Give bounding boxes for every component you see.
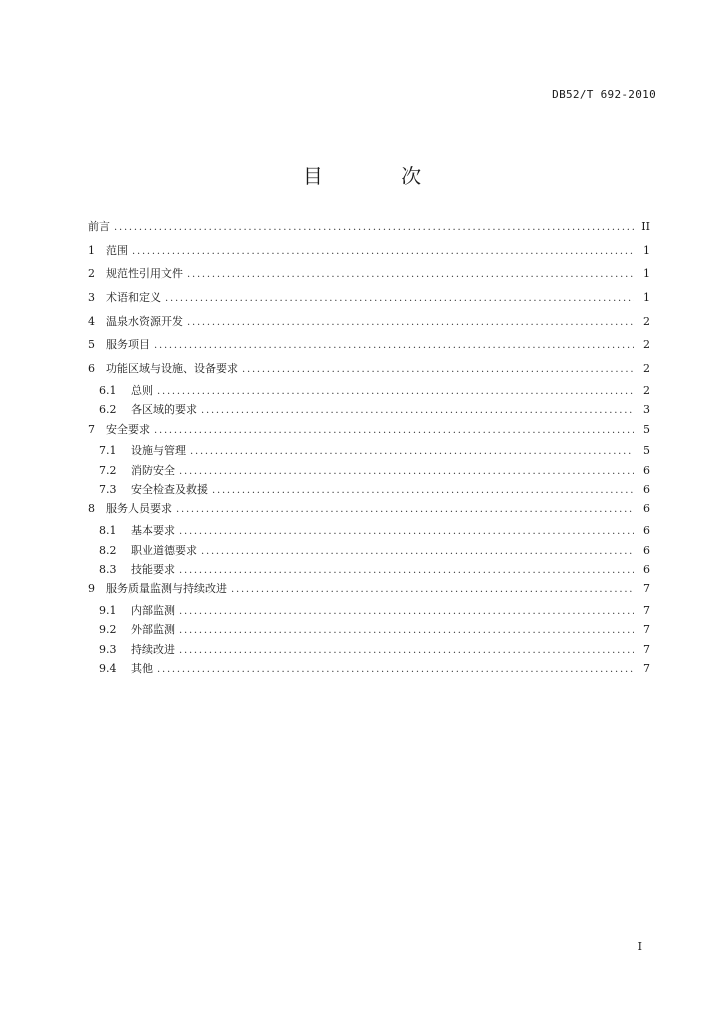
toc-entry-label: 技能要求 (131, 562, 175, 576)
toc-entry-page: 2 (643, 314, 650, 328)
toc-entry-page: 7 (643, 604, 650, 617)
toc-entry-page: 2 (643, 338, 650, 352)
toc-entry-number: 8.3 (99, 562, 117, 576)
toc-dot-leader (157, 664, 634, 675)
toc-entry-page: 7 (643, 662, 650, 676)
toc-entry[interactable] (88, 481, 650, 500)
toc-entry-number: 8.2 (99, 543, 117, 557)
toc-dot-leader (179, 645, 634, 656)
toc-entry-page: 1 (643, 243, 650, 257)
toc-entry[interactable] (88, 602, 650, 621)
toc-entry-number: 1 (88, 243, 95, 257)
toc-entry-number: 9.1 (99, 604, 117, 617)
toc-entry-label: 术语和定义 (106, 291, 161, 305)
toc-entry[interactable] (88, 621, 650, 640)
toc-entry-number: 7 (88, 422, 95, 436)
toc-entry[interactable] (88, 265, 650, 289)
toc-entry[interactable] (88, 313, 650, 337)
toc-entry-number: 9.2 (99, 623, 117, 637)
toc-entry[interactable] (88, 289, 650, 313)
toc-entry-number: 6 (88, 362, 95, 376)
toc-entry-number: 6.1 (99, 383, 117, 397)
toc-dot-leader (187, 317, 634, 328)
toc-entry-number: 9.4 (99, 662, 117, 676)
toc-entry-label: 基本要求 (131, 524, 175, 538)
toc-entry-page: 2 (643, 362, 650, 376)
toc-entry-label: 功能区域与设施、设备要求 (106, 362, 238, 376)
toc-entry[interactable] (88, 242, 650, 266)
toc-dot-leader (154, 425, 634, 436)
toc-dot-leader (187, 269, 634, 280)
toc-entry-label: 持续改进 (131, 642, 175, 656)
toc-dot-leader (179, 606, 634, 617)
toc-entry-number: 8 (88, 502, 95, 516)
toc-entry-label: 规范性引用文件 (106, 267, 183, 281)
toc-entry[interactable] (88, 561, 650, 580)
table-of-contents (88, 218, 650, 680)
toc-dot-leader (179, 625, 634, 636)
toc-dot-leader (179, 565, 634, 576)
toc-entry[interactable] (88, 542, 650, 561)
toc-entry[interactable] (88, 641, 650, 660)
toc-dot-leader (242, 364, 634, 375)
toc-entry-number: 7.1 (99, 444, 117, 458)
toc-entry[interactable] (88, 522, 650, 541)
toc-entry[interactable] (88, 442, 650, 461)
toc-entry-label: 职业道德要求 (131, 543, 197, 557)
toc-entry[interactable] (88, 660, 650, 679)
toc-entry-page: II (641, 220, 650, 233)
document-code: DB52/T 692-2010 (552, 88, 656, 101)
toc-entry-label: 设施与管理 (131, 444, 186, 458)
toc-entry[interactable] (88, 500, 650, 524)
footer-page-number: I (637, 940, 642, 953)
toc-entry-page: 5 (643, 444, 650, 458)
toc-dot-leader (114, 222, 634, 233)
toc-entry-label: 消防安全 (131, 463, 175, 477)
toc-dot-leader (176, 504, 634, 515)
toc-entry-label: 前言 (88, 220, 110, 233)
toc-entry-page: 6 (643, 562, 650, 576)
toc-entry[interactable] (88, 401, 650, 420)
toc-entry-number: 7.2 (99, 463, 117, 477)
toc-dot-leader (154, 340, 634, 351)
toc-entry-number: 7.3 (99, 483, 117, 497)
toc-entry[interactable] (88, 382, 650, 401)
toc-entry-page: 6 (643, 483, 650, 497)
toc-dot-leader (201, 546, 634, 557)
toc-entry-number: 4 (88, 314, 95, 328)
toc-entry-number: 5 (88, 338, 95, 352)
toc-entry-label: 服务项目 (106, 338, 150, 352)
toc-entry[interactable] (88, 421, 650, 445)
toc-entry-label: 各区域的要求 (131, 403, 197, 417)
toc-entry[interactable] (88, 336, 650, 360)
toc-entry-page: 7 (643, 642, 650, 656)
toc-entry[interactable] (88, 218, 650, 242)
toc-entry[interactable] (88, 580, 650, 604)
toc-entry-page: 6 (643, 543, 650, 557)
toc-dot-leader (179, 526, 634, 537)
toc-entry-page: 7 (643, 582, 650, 596)
toc-entry-number: 2 (88, 267, 95, 281)
toc-dot-leader (212, 485, 634, 496)
toc-entry-page: 6 (643, 463, 650, 477)
toc-dot-leader (201, 405, 634, 416)
toc-entry-page: 3 (643, 403, 650, 417)
toc-entry-label: 温泉水资源开发 (106, 314, 183, 328)
toc-entry-page: 1 (643, 267, 650, 281)
toc-entry-page: 2 (643, 383, 650, 397)
toc-entry-label: 安全检查及救援 (131, 483, 208, 497)
toc-entry-label: 安全要求 (106, 422, 150, 436)
toc-dot-leader (179, 466, 634, 477)
toc-dot-leader (157, 386, 634, 397)
toc-entry-label: 其他 (131, 662, 153, 676)
toc-entry-number: 8.1 (99, 524, 117, 538)
toc-dot-leader (190, 446, 634, 457)
toc-entry-label: 服务质量监测与持续改进 (106, 582, 227, 596)
toc-entry-page: 6 (643, 524, 650, 538)
toc-entry-page: 1 (643, 291, 650, 305)
toc-entry[interactable] (88, 462, 650, 481)
toc-entry-number: 3 (88, 291, 95, 305)
toc-entry-page: 6 (643, 502, 650, 516)
toc-entry-label: 范围 (106, 243, 128, 257)
toc-entry-label: 外部监测 (131, 623, 175, 637)
toc-entry-number: 6.2 (99, 403, 117, 417)
toc-dot-leader (231, 584, 634, 595)
toc-entry-label: 内部监测 (131, 604, 175, 617)
toc-entry-number: 9.3 (99, 642, 117, 656)
toc-entry-page: 7 (643, 623, 650, 637)
page-title: 目 次 (302, 164, 458, 188)
toc-dot-leader (165, 293, 634, 304)
toc-entry-label: 服务人员要求 (106, 502, 172, 516)
toc-entry-number: 9 (88, 582, 95, 596)
toc-dot-leader (132, 246, 634, 257)
toc-entry-page: 5 (643, 422, 650, 436)
toc-entry-label: 总则 (131, 383, 153, 397)
toc-entry[interactable] (88, 360, 650, 384)
